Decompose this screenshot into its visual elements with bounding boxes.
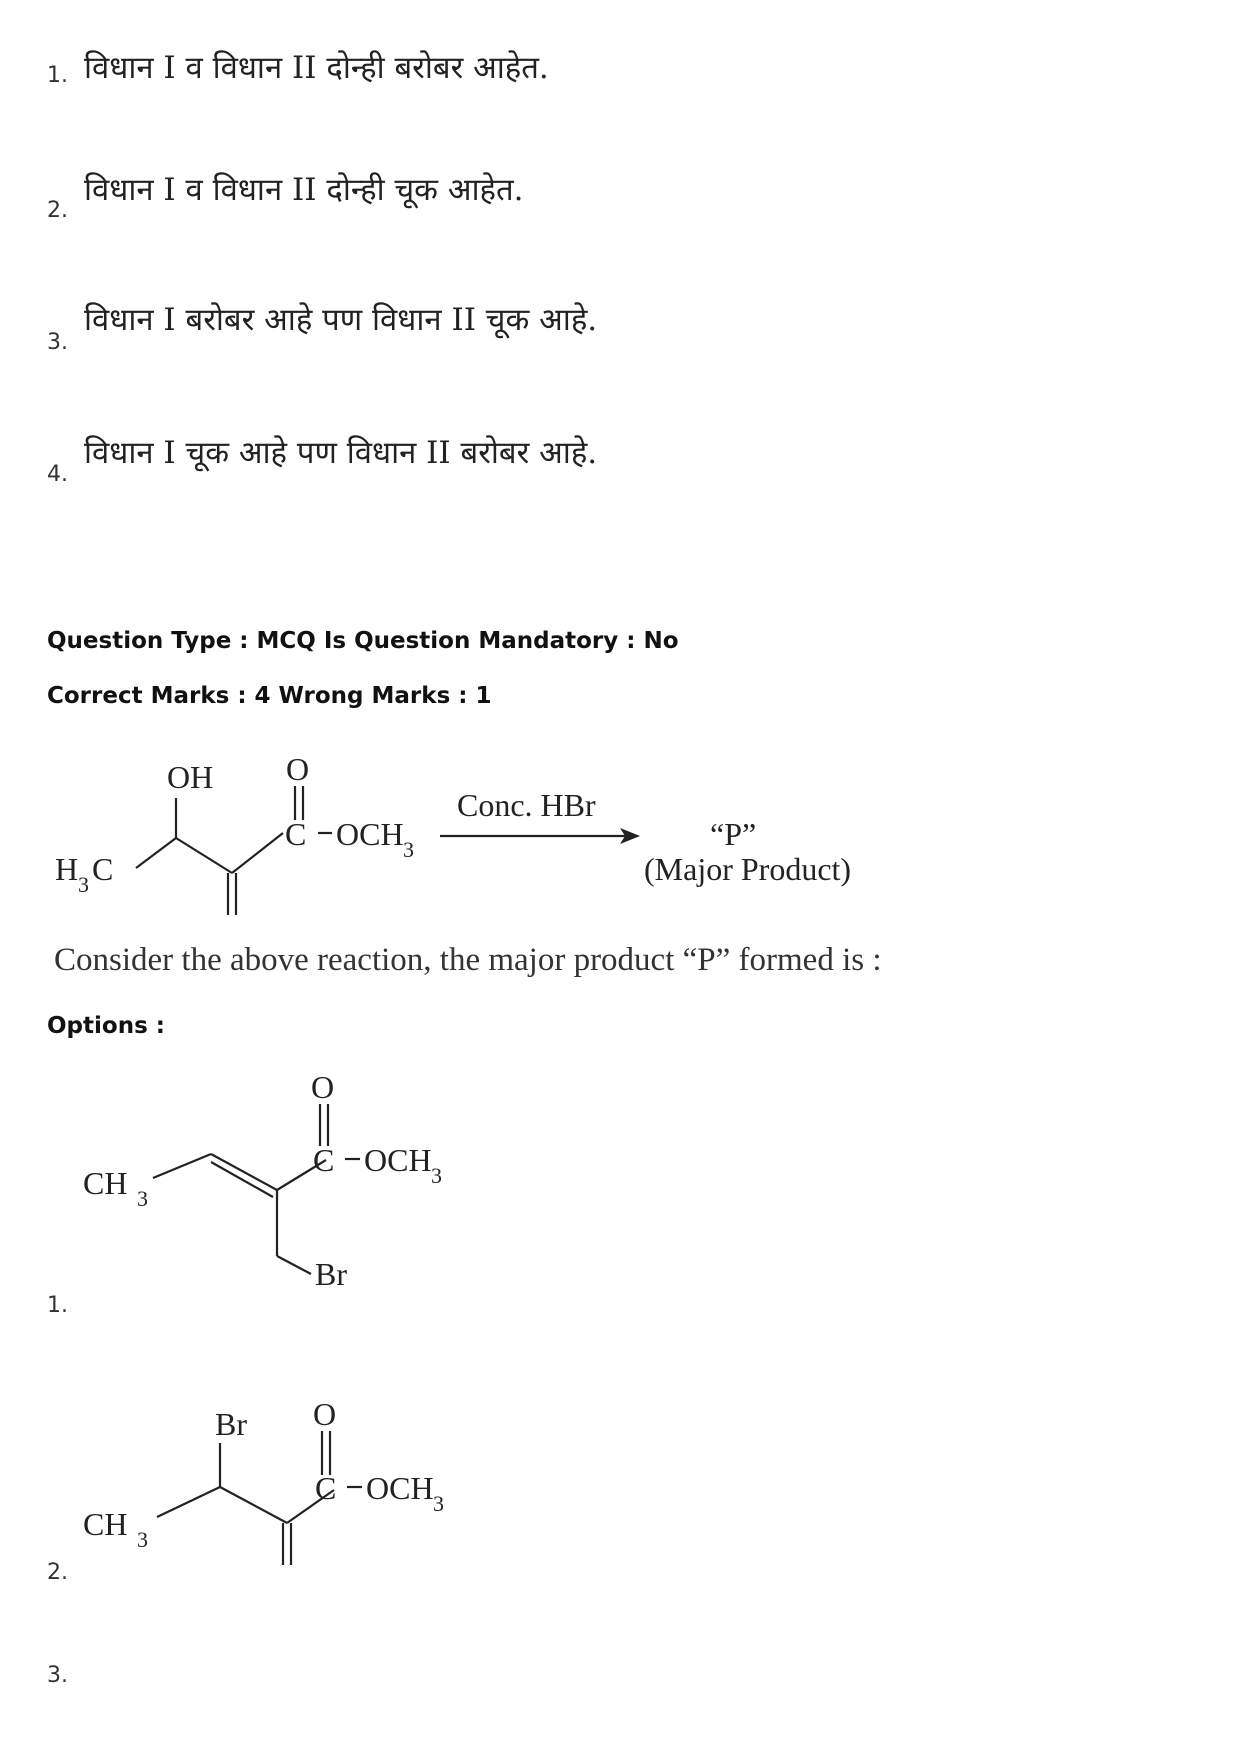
- methoxy-label: OCH: [366, 1470, 434, 1506]
- ester-carbon-label: C: [315, 1470, 337, 1506]
- methyl-subscript: 3: [137, 1186, 148, 1211]
- methoxy-subscript: 3: [403, 837, 414, 862]
- bromine-label: Br: [215, 1406, 247, 1442]
- product-label: “P”: [710, 816, 757, 852]
- option-3-number[interactable]: 3.: [47, 1663, 68, 1688]
- option-1-structure[interactable]: [75, 1050, 555, 1300]
- prev-option-text: विधान I चूक आहे पण विधान II बरोबर आहे.: [84, 435, 598, 471]
- option-1-number[interactable]: 1.: [47, 1293, 68, 1318]
- question-text: Consider the above reaction, the major product “P” formed is :: [54, 942, 882, 978]
- carbonyl-oxygen-label: O: [286, 751, 310, 787]
- prev-option-text: विधान I बरोबर आहे पण विधान II चूक आहे.: [84, 302, 598, 338]
- methyl-subscript: 3: [137, 1527, 148, 1552]
- ester-carbon-label: C: [313, 1142, 335, 1178]
- carbonyl-oxygen-label: O: [311, 1069, 335, 1105]
- carbonyl-oxygen-label: O: [313, 1396, 337, 1432]
- bromine-label: Br: [315, 1256, 347, 1292]
- methyl-label: CH: [83, 1506, 128, 1542]
- methyl-c-label: C: [92, 851, 114, 887]
- methoxy-subscript: 3: [431, 1163, 442, 1188]
- prev-option-number: 1.: [47, 63, 68, 88]
- prev-option-text: विधान I व विधान II दोन्ही बरोबर आहेत.: [84, 50, 549, 86]
- methoxy-subscript: 3: [433, 1491, 444, 1516]
- methyl-h-label: H: [55, 851, 79, 887]
- prev-option-text: विधान I व विधान II दोन्ही चूक आहेत.: [84, 172, 524, 208]
- hydroxyl-label: OH: [167, 759, 214, 795]
- methoxy-label: OCH: [364, 1142, 432, 1178]
- ester-carbon-label: C: [285, 816, 307, 852]
- option-2-structure[interactable]: [75, 1375, 555, 1615]
- product-note: (Major Product): [644, 851, 852, 887]
- prev-option-number: 4.: [47, 462, 68, 487]
- option-2-number[interactable]: 2.: [47, 1560, 68, 1585]
- reaction-scheme: [40, 720, 940, 920]
- question-type-line: Question Type : MCQ Is Question Mandatory : No: [47, 628, 679, 654]
- reagent-label: Conc. HBr: [457, 787, 596, 823]
- methyl-label: CH: [83, 1165, 128, 1201]
- prev-option-number: 3.: [47, 330, 68, 355]
- prev-option-number: 2.: [47, 198, 68, 223]
- methyl-subscript: 3: [78, 872, 89, 897]
- methoxy-label: OCH: [336, 816, 404, 852]
- options-label: Options :: [47, 1013, 165, 1039]
- question-marks-line: Correct Marks : 4 Wrong Marks : 1: [47, 683, 492, 709]
